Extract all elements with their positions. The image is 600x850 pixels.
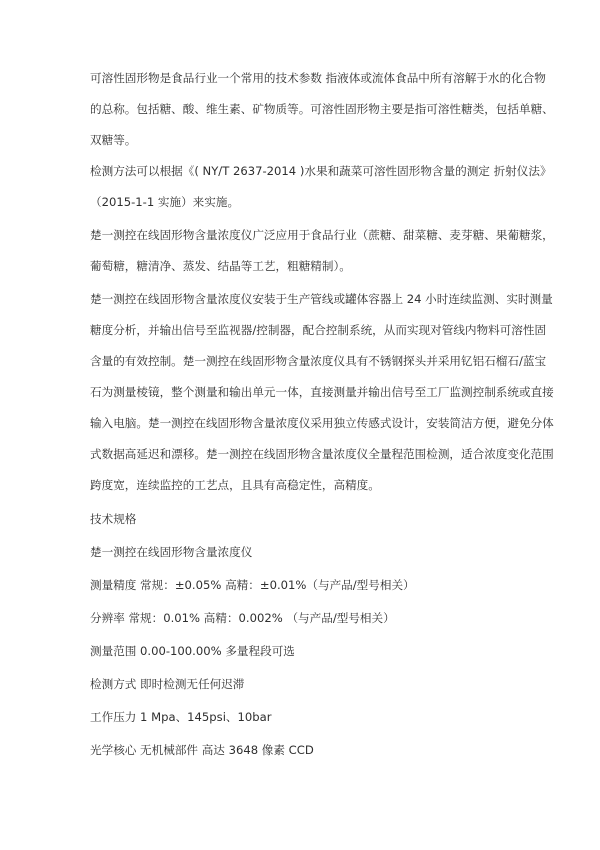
spec-heading: 技术规格 bbox=[90, 512, 137, 526]
description-line-6: 式数据高延迟和漂移。楚一测控在线固形物含量浓度仪全量程范围检测，适合浓度变化范围 bbox=[90, 447, 554, 461]
product-name: 楚一测控在线固形物含量浓度仪 bbox=[90, 545, 253, 559]
description-line-3: 含量的有效控制。楚一测控在线固形物含量浓度仪具有不锈钢探头并采用钇铝石榴石/蓝宝 bbox=[90, 354, 547, 368]
application-line-2: 葡萄糖，糖清净、蒸发、结晶等工艺，粗糖精制）。 bbox=[90, 259, 351, 273]
method-line-2: （2015-1-1 实施）来实施。 bbox=[90, 195, 240, 209]
spec-detection-mode: 检测方式 即时检测无任何迟滞 bbox=[90, 677, 245, 691]
application-line-1: 楚一测控在线固形物含量浓度仪广泛应用于食品行业（蔗糖、甜菜糖、麦芽糖、果葡糖浆， bbox=[90, 228, 554, 242]
intro-line-2: 的总称。包括糖、酸、维生素、矿物质等。可溶性固形物主要是指可溶性糖类，包括单糖、 bbox=[90, 102, 554, 116]
description-line-4: 石为测量棱镜，整个测量和输出单元一体，直接测量并输出信号至工厂监测控制系统或直接 bbox=[90, 385, 554, 399]
method-line-1: 检测方法可以根据《( NY/T 2637-2014 )水果和蔬菜可溶性固形物含量的测定 折射仪法》 bbox=[90, 164, 552, 178]
spec-range: 测量范围 0.00-100.00% 多量程段可选 bbox=[90, 644, 295, 658]
spec-accuracy: 测量精度 常规：±0.05% 高精：±0.01%（与产品/型号相关） bbox=[90, 578, 415, 592]
intro-line-1: 可溶性固形物是食品行业一个常用的技术参数 指液体或流体食品中所有溶解于水的化合物 bbox=[90, 71, 546, 85]
spec-pressure: 工作压力 1 Mpa、145psi、10bar bbox=[90, 710, 272, 724]
description-line-2: 糖度分析，并输出信号至监视器/控制器，配合控制系统，从而实现对管线内物料可溶性固 bbox=[90, 323, 547, 337]
description-line-5: 输入电脑。楚一测控在线固形物含量浓度仪采用独立传感式设计，安装简洁方便，避免分体 bbox=[90, 416, 554, 430]
spec-resolution: 分辨率 常规：0.01% 高精：0.002% （与产品/型号相关） bbox=[90, 611, 395, 625]
description-line-1: 楚一测控在线固形物含量浓度仪安装于生产管线或罐体容器上 24 小时连续监测、实时测量 bbox=[90, 292, 553, 306]
intro-line-3: 双糖等。 bbox=[90, 133, 137, 147]
spec-optics: 光学核心 无机械部件 高达 3648 像素 CCD bbox=[90, 743, 314, 757]
description-line-7: 跨度宽，连续监控的工艺点，且具有高稳定性，高精度。 bbox=[90, 478, 380, 492]
